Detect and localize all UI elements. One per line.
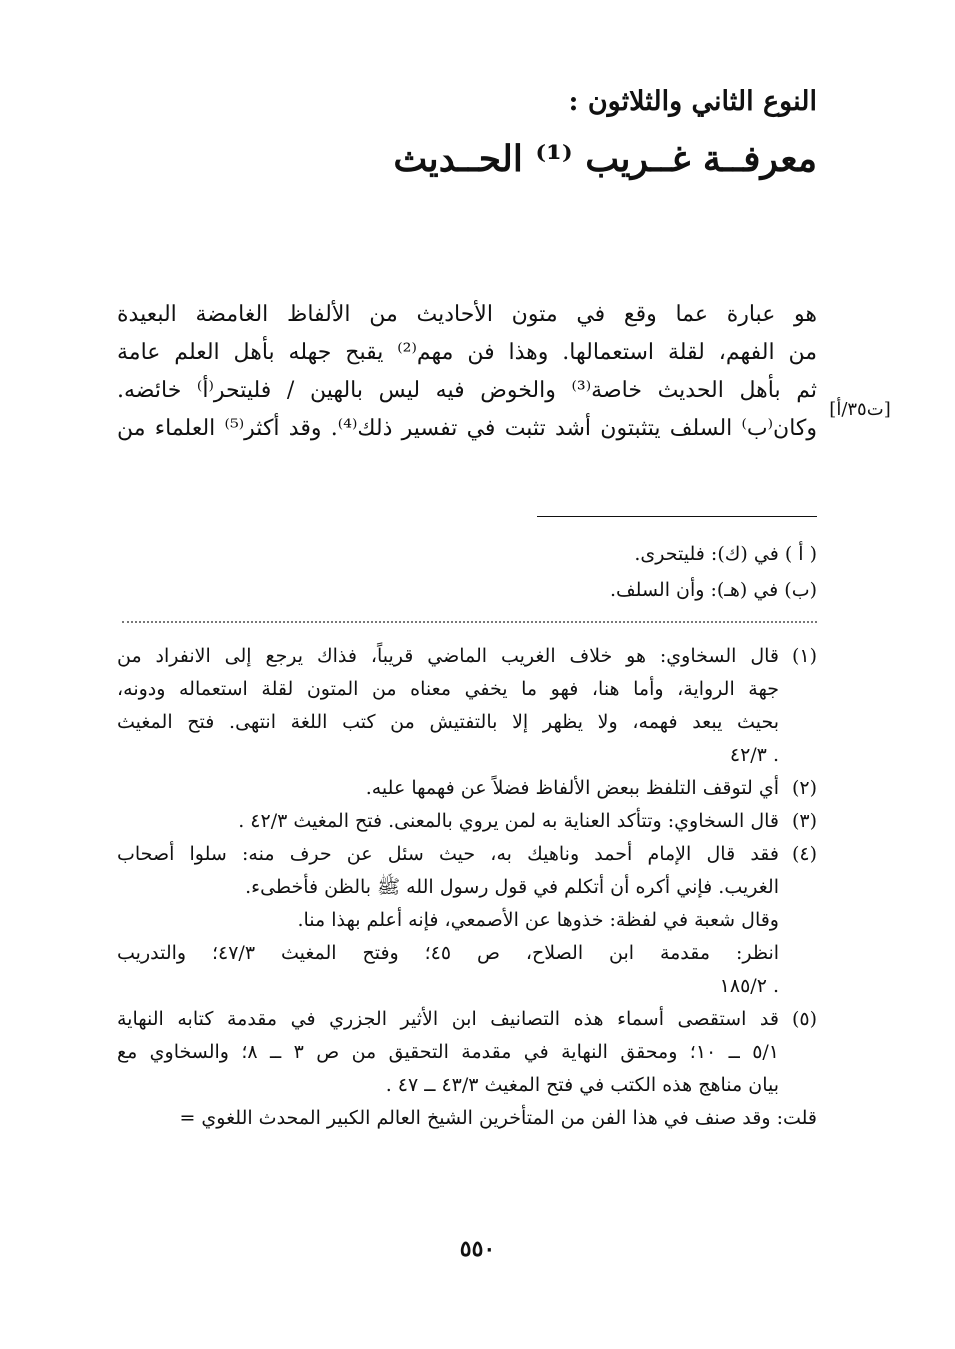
main-text-line: وكان⁽ب⁾ السلف يتثبتون أشد تثبت في تفسير ذلك⁽⁴⁾. وقد أكثر⁽⁵⁾ العلماء من bbox=[117, 416, 817, 441]
footnote-2 bbox=[117, 772, 817, 805]
editor-note: قلت: وقد صنف في هذا الفن من المتأخرين الشيخ العالم الكبير المحدث اللغوي = bbox=[179, 1107, 817, 1129]
footnote-number: (٥) bbox=[791, 1008, 817, 1030]
footnote-number: (١) bbox=[791, 645, 817, 667]
variant-note: (ب) في (هـ): وأن السلف. bbox=[609, 579, 817, 601]
footnote-line: بيان مناهج هذه الكتب في فتح المغيث ٤٣/٣ ــ ٤٧ . bbox=[385, 1074, 779, 1096]
footnote-line: قد استقصى أسماء هذه التصانيف ابن الأثير الجزري في مقدمة كتابه النهاية bbox=[117, 1008, 779, 1030]
footnote-number: (٣) bbox=[791, 810, 817, 832]
footnote-line: قال السخاوي: وتتأكد العناية به لمن يروي بالمعنى. فتح المغيث ٤٢/٣ . bbox=[238, 810, 779, 832]
main-text-line: هو عبارة عما وقع في متون الأحاديث من الألفاظ الغامضة البعيدة bbox=[117, 302, 817, 327]
footnote-3 bbox=[117, 805, 817, 838]
dotted-separator bbox=[122, 621, 817, 623]
footnote-line: فقد قال الإمام أحمد وناهيك به، حيث سئل عن حرف منه: سلوا أصحاب bbox=[117, 843, 779, 865]
manuscript-folio-reference: [ت٣٥/أ] bbox=[829, 399, 891, 420]
footnote-line: الغريب. فإني أكره أن أتكلم في قول رسول الله ﷺ بالظن فأخطىء. bbox=[245, 876, 779, 898]
page-number: ٥٥٠ bbox=[459, 1236, 496, 1262]
chapter-type-heading: النوع الثاني والثلاثون : bbox=[568, 86, 817, 117]
footnote-line: جهة الرواية، وأما هنا، فهو ما يخفي معناه من المتون لقلة استعماله ودونه، bbox=[117, 678, 779, 700]
footnote-5 bbox=[117, 1003, 817, 1102]
footnotes bbox=[117, 640, 817, 1135]
footnote-1 bbox=[117, 640, 817, 772]
footnote-line: بحيث يبعد فهمه، ولا يظهر إلا بالتفتيش من كتب اللغة انتهى. فتح المغيث bbox=[117, 711, 779, 733]
footnote-line: قال السخاوي: هو خلاف الغريب الماضي قريباً، فذاك يرجع إلى الانفراد من bbox=[117, 645, 779, 667]
footnote-line: ١٨٥/٢ . bbox=[719, 975, 779, 997]
footnote-number: (٤) bbox=[791, 843, 817, 865]
variant-note: ( أ ) في (ك): فليتحرى. bbox=[634, 543, 817, 565]
footnote-separator bbox=[537, 516, 817, 517]
variant-notes bbox=[117, 536, 817, 608]
footnote-line: انظر: مقدمة ابن الصلاح، ص ٤٥؛ وفتح المغيث ٤٧/٣؛ والتدريب bbox=[117, 942, 780, 964]
main-text-line: من الفهم، لقلة استعمالها. وهذا فن مهم⁽²⁾ يقبح جهله بأهل العلم عامة bbox=[117, 340, 818, 365]
main-text-line: ثم بأهل الحديث خاصة⁽³⁾ والخوض فيه ليس بالهين / فليتحر⁽أ⁾ خائضه. bbox=[117, 378, 817, 403]
chapter-title: معرفــة غــريب ⁽¹⁾ الحــديث bbox=[393, 138, 817, 180]
footnote-line: ٤٢/٣ . bbox=[729, 744, 779, 766]
footnote-line: أي لتوقف التلفظ ببعض الألفاظ فضلاً عن فهمها عليه. bbox=[365, 777, 779, 799]
footnote-number: (٢) bbox=[791, 777, 817, 799]
main-text bbox=[117, 296, 817, 448]
footnote-line: وقال شعبة في لفظة: خذوها عن الأصمعي، فإنه أعلم بهذا منا. bbox=[297, 909, 779, 931]
footnote-line: ٥/١ ــ ١٠؛ ومحقق النهاية في مقدمة التحقيق من ص ٣ ــ ٨؛ والسخاوي مع bbox=[117, 1041, 779, 1063]
footnote-4 bbox=[117, 838, 817, 1003]
